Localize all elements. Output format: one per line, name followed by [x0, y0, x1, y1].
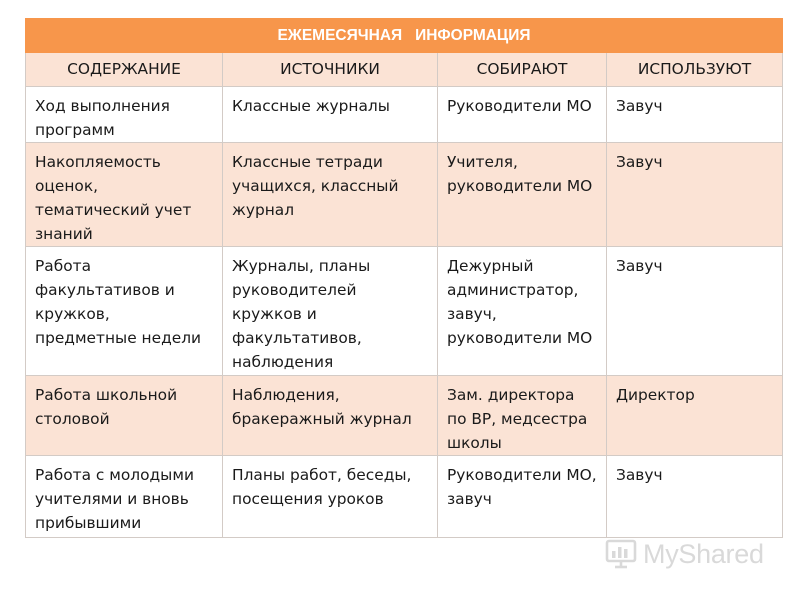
table-row	[26, 87, 783, 143]
table-cell: Дежурный администратор, завуч, руководители МО	[438, 247, 607, 376]
watermark-logo	[605, 537, 764, 571]
table-cell: Работа школьной столовой	[26, 376, 223, 456]
table-cell: Работа факультативов и кружков, предметные недели	[26, 247, 223, 376]
table-cell: Завуч	[607, 143, 783, 247]
table-cell: Завуч	[607, 456, 783, 538]
header-sources: ИСТОЧНИКИ	[223, 53, 438, 87]
table-cell: Работа с молодыми учителями и вновь прибывшими	[26, 456, 223, 538]
table-cell: Планы работ, беседы, посещения уроков	[223, 456, 438, 538]
presentation-board-icon	[605, 538, 637, 570]
table-title: ЕЖЕМЕСЯЧНАЯ ИНФОРМАЦИЯ	[26, 19, 783, 53]
header-collect: СОБИРАЮТ	[438, 53, 607, 87]
table-cell: Ход выполнения программ	[26, 87, 223, 143]
header-use: ИСПОЛЬЗУЮТ	[607, 53, 783, 87]
table-header-row	[26, 53, 783, 87]
table-cell: Директор	[607, 376, 783, 456]
table-cell: Накопляемость оценок, тематический учет знаний	[26, 143, 223, 247]
table-cell: Завуч	[607, 87, 783, 143]
table-cell: Завуч	[607, 247, 783, 376]
table-cell: Наблюдения, бракеражный журнал	[223, 376, 438, 456]
table-cell: Классные журналы	[223, 87, 438, 143]
table-row	[26, 143, 783, 247]
table-row	[26, 376, 783, 456]
table-cell: Классные тетради учащихся, классный журнал	[223, 143, 438, 247]
watermark-text: MyShared	[643, 538, 764, 569]
table-cell: Учителя, руководители МО	[438, 143, 607, 247]
header-content: СОДЕРЖАНИЕ	[26, 53, 223, 87]
table-cell: Руководители МО	[438, 87, 607, 143]
table-row	[26, 247, 783, 376]
monthly-info-table	[25, 18, 783, 538]
table-row	[26, 456, 783, 538]
table-cell: Руководители МО, завуч	[438, 456, 607, 538]
table-title-row	[26, 19, 783, 53]
table-cell: Журналы, планы руководителей кружков и факультативов, наблюдения	[223, 247, 438, 376]
table-cell: Зам. директора по ВР, медсестра школы	[438, 376, 607, 456]
